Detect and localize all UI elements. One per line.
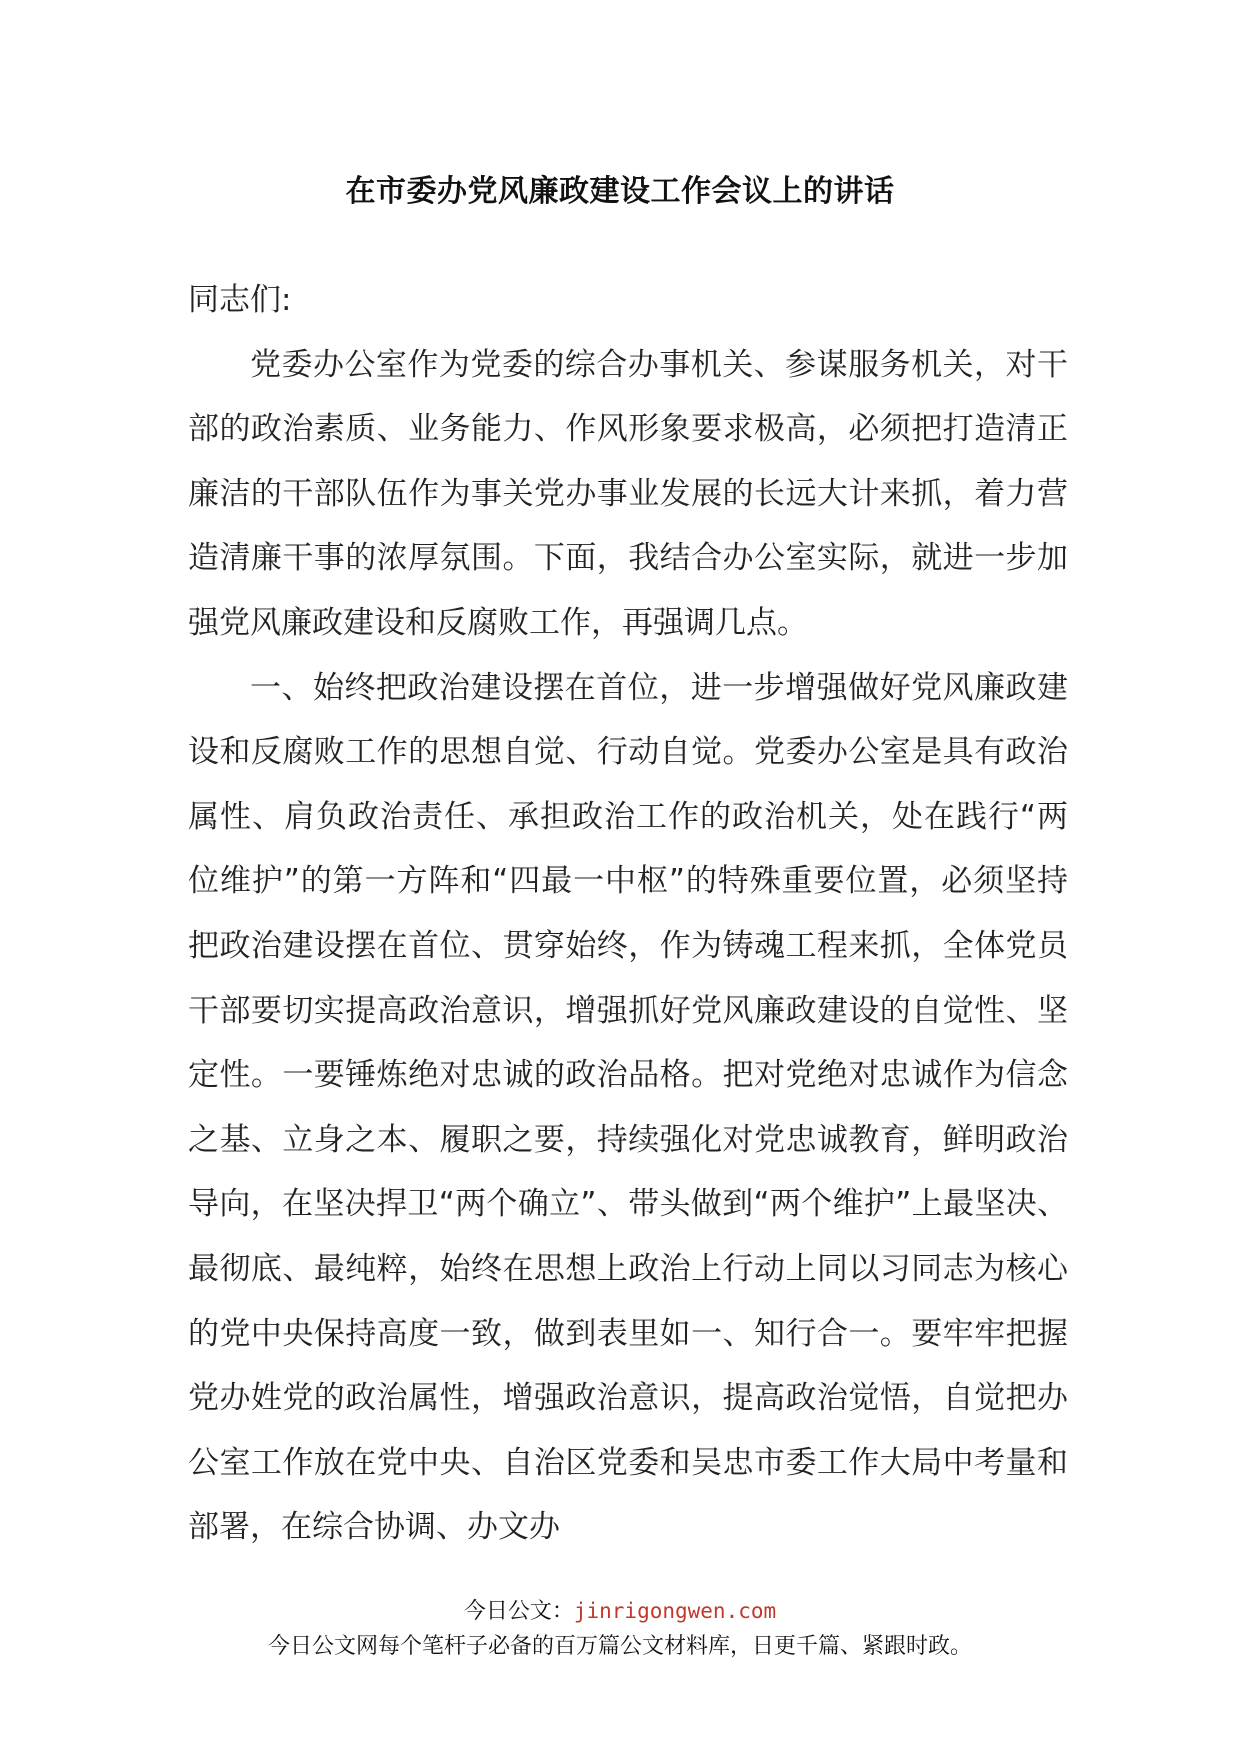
footer-site (0, 1594, 1240, 1625)
document-title: 在市委办党风廉政建设工作会议上的讲话 (345, 174, 895, 209)
paragraph-intro: 党委办公室作为党委的综合办事机关、参谋服务机关，对干部的政治素质、业务能力、作风形象要求极高，必须把打造清正廉洁的干部队伍作为事关党办事业发展的长远大计来抓，着力营造清廉干事的浓厚氛围。下面，我结合办公室实际，就进一步加强党风廉政建设和反腐败工作，再强调几点。 (188, 346, 1068, 641)
footer-site-label: 今日公文： (463, 1599, 574, 1624)
salutation: 同志们: (188, 282, 292, 318)
document-body (188, 268, 1068, 1560)
footer-slogan: 今日公文网每个笔杆子必备的百万篇公文材料库，日更千篇、紧跟时政。 (267, 1634, 972, 1659)
paragraph-section-one: 一、始终把政治建设摆在首位，进一步增强做好党风廉政建设和反腐败工作的思想自觉、行动自觉。党委办公室是具有政治属性、肩负政治责任、承担政治工作的政治机关，处在践行“两位维护”的第一方阵和“四最一中枢”的特殊重要位置，必须坚持把政治建设摆在首位、贯穿始终，作为铸魂工程来抓，全体党员干部要切实提高政治意识，增强抓好党风廉政建设的自觉性、坚定性。一要锤炼绝对忠诚的政治品格。把对党绝对忠诚作为信念之基、立身之本、履职之要，持续强化对党忠诚教育，鲜明政治导向，在坚决捍卫“两个确立”、带头做到“两个维护”上最坚决、最彻底、最纯粹，始终在思想上政治上行动上同以习同志为核心的党中央保持高度一致，做到表里如一、知行合一。要牢牢把握党办姓党的政治属性，增强政治意识，提高政治觉悟，自觉把办公室工作放在党中央、自治区党委和吴忠市委工作大局中考量和部署，在综合协调、办文办 (188, 669, 1068, 1546)
footer-site-url[interactable]: jinrigongwen.com (573, 1599, 777, 1623)
